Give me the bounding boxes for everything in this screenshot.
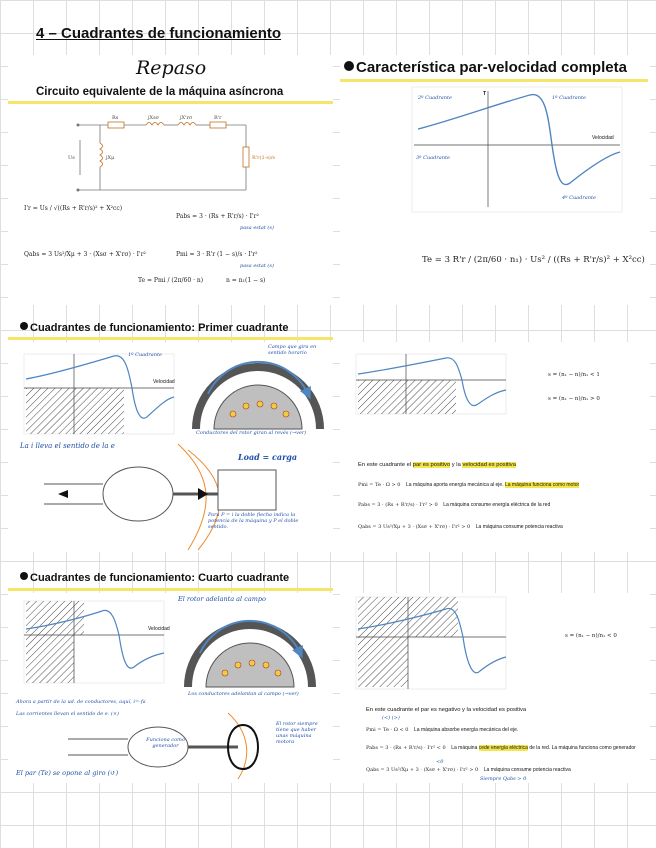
svg-text:Us: Us bbox=[68, 155, 75, 161]
cuarto-eq-s: s = (n₁ − n)/n₁ < 0 bbox=[565, 633, 617, 639]
cuarto-right-chart bbox=[346, 593, 516, 693]
primer-row-1 bbox=[358, 502, 648, 508]
cuarto-torque-chart bbox=[14, 595, 174, 685]
primer-row-1-text: La máquina consume energía eléctrica de la red bbox=[443, 502, 551, 508]
cuarto-row-1-eq: Pabs = 3 · (Rs + R'r/s) · I'r² < 0 bbox=[366, 745, 446, 751]
cuarto-label-nota-der: El rotor siempre tiene que haber unas máquina motora bbox=[276, 721, 318, 745]
svg-text:jXμ: jXμ bbox=[106, 155, 115, 161]
svg-text:R'r(1-s)/s: R'r(1-s)/s bbox=[252, 155, 276, 161]
primer-left-panel bbox=[8, 342, 333, 552]
repaso-note-2: pasa estat (s) bbox=[240, 263, 274, 269]
formula-te: Te = Pmi / (2π/60 · n) bbox=[138, 277, 204, 284]
primer-row-0-eq: Pmi = Te · Ω > 0 bbox=[358, 482, 401, 488]
primer-text bbox=[358, 462, 516, 470]
primer-row-1-eq: Pabs = 3 · (Rs + R'r/s) · I'r² > 0 bbox=[358, 502, 438, 508]
primer-eq-s1: s = (n₁ − n)/n₁ < 1 bbox=[548, 372, 600, 378]
primer-heading-text: Cuadrantes de funcionamiento: Primer cuadrante bbox=[30, 322, 289, 334]
cuarto-label-axis: Velocidad bbox=[148, 626, 170, 632]
primer-text-lead: En este cuadrante el bbox=[358, 462, 413, 468]
cuarto-motor-cross-section bbox=[180, 603, 320, 693]
cuarto-note-siempre: Siempre Qabs > 0 bbox=[480, 776, 527, 782]
cuarto-label-ahora: Ahora a partir de la ud. de conductores, aquí, i=-fa bbox=[16, 699, 146, 705]
label-q2: 2º Cuadrante bbox=[418, 95, 452, 101]
cuarto-row-1-post: de la red. La máquina funciona como generador bbox=[527, 745, 636, 751]
formula-pabs: Pabs = 3 · (Rs + R'r/s) · I'r² bbox=[176, 213, 259, 220]
primer-row-0-text: La máquina aporta energía mecánica al eje. bbox=[406, 482, 505, 488]
svg-text:jX'rσ: jX'rσ bbox=[180, 115, 193, 121]
cuarto-underline bbox=[8, 588, 333, 591]
cuarto-right-panel bbox=[340, 593, 650, 783]
characteristic-panel bbox=[340, 55, 650, 305]
primer-heading bbox=[20, 322, 289, 334]
svg-text:R'r: R'r bbox=[214, 115, 222, 121]
cuarto-text: En este cuadrante el par es negativo y la velocidad es positiva bbox=[366, 707, 527, 713]
primer-row-2-text: La máquina consume potencia reactiva bbox=[475, 524, 563, 530]
primer-text-hl1: par es positivo bbox=[412, 462, 451, 468]
primer-label-axis: Velocidad bbox=[153, 379, 175, 385]
formula-ir: I'r = Us / √((Rs + R'r/s)² + X²cc) bbox=[24, 205, 123, 212]
torque-speed-chart bbox=[340, 55, 650, 305]
primer-text-mid: y la bbox=[450, 462, 463, 468]
bullet-icon bbox=[20, 322, 28, 330]
cuarto-left-panel bbox=[8, 593, 333, 783]
cuarto-row-0-eq: Pmi = Te · Ω < 0 bbox=[366, 727, 409, 733]
bullet-icon bbox=[20, 572, 28, 580]
label-axis-t: T bbox=[483, 91, 487, 97]
primer-row-0 bbox=[358, 482, 648, 488]
cuarto-heading-text: Cuadrantes de funcionamiento: Cuarto cuadrante bbox=[30, 572, 290, 584]
formula-qabs: Qabs = 3 Us²/Xμ + 3 · (Xsσ + X'rσ) · I'r² bbox=[24, 251, 146, 258]
cuarto-signs: (<) (>) bbox=[382, 715, 400, 721]
primer-label-conductores: Conductores del rotor giran al revés (→ver) bbox=[196, 430, 307, 436]
formula-te-full: Te = 3 R'r / (2π/60 · n₁) · Us² / ((Rs + R'r/s)² + X²cc) bbox=[422, 255, 645, 265]
primer-row-0-hl: La máquina funciona como motor bbox=[504, 482, 580, 488]
cuarto-row-2-text: La máquina consume potencia reactiva bbox=[483, 767, 571, 773]
cuarto-label-rotor: El rotor adelanta al campo bbox=[178, 595, 266, 603]
cuarto-row-1-hl: cede energía eléctrica bbox=[478, 745, 528, 751]
svg-text:Rs: Rs bbox=[112, 115, 119, 121]
repaso-heading: Circuito equivalente de la máquina asíncrona bbox=[36, 86, 284, 98]
page-title: 4 – Cuadrantes de funcionamiento bbox=[36, 25, 282, 42]
repaso-handwritten: Repaso bbox=[136, 57, 207, 79]
primer-row-2 bbox=[358, 524, 648, 530]
primer-label-corriente: La i lleva el sentido de la e bbox=[20, 442, 115, 450]
primer-row-2-eq: Qabs = 3 Us²/Xμ + 3 · (Xsσ + X'rσ) · I'r² > 0 bbox=[358, 524, 471, 530]
repaso-panel bbox=[8, 55, 333, 305]
label-q4: 4º Cuadrante bbox=[562, 195, 596, 201]
primer-underline bbox=[8, 337, 333, 340]
cuarto-row-1-pre: La máquina bbox=[451, 745, 479, 751]
formula-n: n = n₁(1 − s) bbox=[226, 277, 266, 284]
cuarto-label-conductores: Los conductores adelantan al campo (→ver) bbox=[188, 691, 299, 697]
repaso-note-1: pasa estat (s) bbox=[240, 225, 274, 231]
primer-label-nota: Para P = i la doble flecha indica la potencia de la máquina y P el doble sentido. bbox=[208, 512, 299, 530]
primer-label-campo: Campo que gira en sentido horario bbox=[268, 344, 317, 356]
primer-right-panel bbox=[340, 342, 650, 552]
label-axis-speed: Velocidad bbox=[592, 135, 614, 141]
label-q3: 3º Cuadrante bbox=[416, 155, 450, 161]
cuarto-note-lt0: <0 bbox=[436, 759, 444, 765]
cuarto-row-2-eq: Qabs = 3 Us²/Xμ + 3 · (Xsσ + X'rσ) · I'r² > 0 bbox=[366, 767, 479, 773]
label-q1: 1º Cuadrante bbox=[552, 95, 586, 101]
primer-label-q1: 1º Cuadrante bbox=[128, 352, 162, 358]
characteristic-heading-text: Característica par-velocidad completa bbox=[356, 59, 627, 76]
equivalent-circuit-diagram bbox=[8, 55, 333, 305]
cuarto-row-2 bbox=[366, 767, 648, 773]
cuarto-heading bbox=[20, 572, 289, 584]
formula-pmi: Pmi = 3 · R'r (1 − s)/s · I'r² bbox=[176, 251, 258, 258]
cuarto-label-par: El par (Te) se opone al giro (↺) bbox=[16, 769, 119, 777]
primer-label-load: Load = carga bbox=[238, 452, 298, 462]
primer-eq-s2: s = (n₁ − n)/n₁ > 0 bbox=[548, 396, 600, 402]
svg-text:jXsσ: jXsσ bbox=[148, 115, 160, 121]
cuarto-row-0-text: La máquina absorbe energía mecánica del eje. bbox=[414, 727, 519, 733]
cuarto-row-1 bbox=[366, 745, 648, 751]
cuarto-label-corriente: Las corrientes llevan el sentido de e. (×) bbox=[16, 711, 120, 717]
cuarto-row-0 bbox=[366, 727, 648, 733]
primer-right-chart bbox=[346, 350, 516, 420]
primer-text-hl2: velocidad es positiva bbox=[462, 462, 516, 468]
primer-motor-cross-section bbox=[188, 344, 328, 434]
cuarto-label-funciona: Funciona como generador bbox=[146, 737, 185, 749]
